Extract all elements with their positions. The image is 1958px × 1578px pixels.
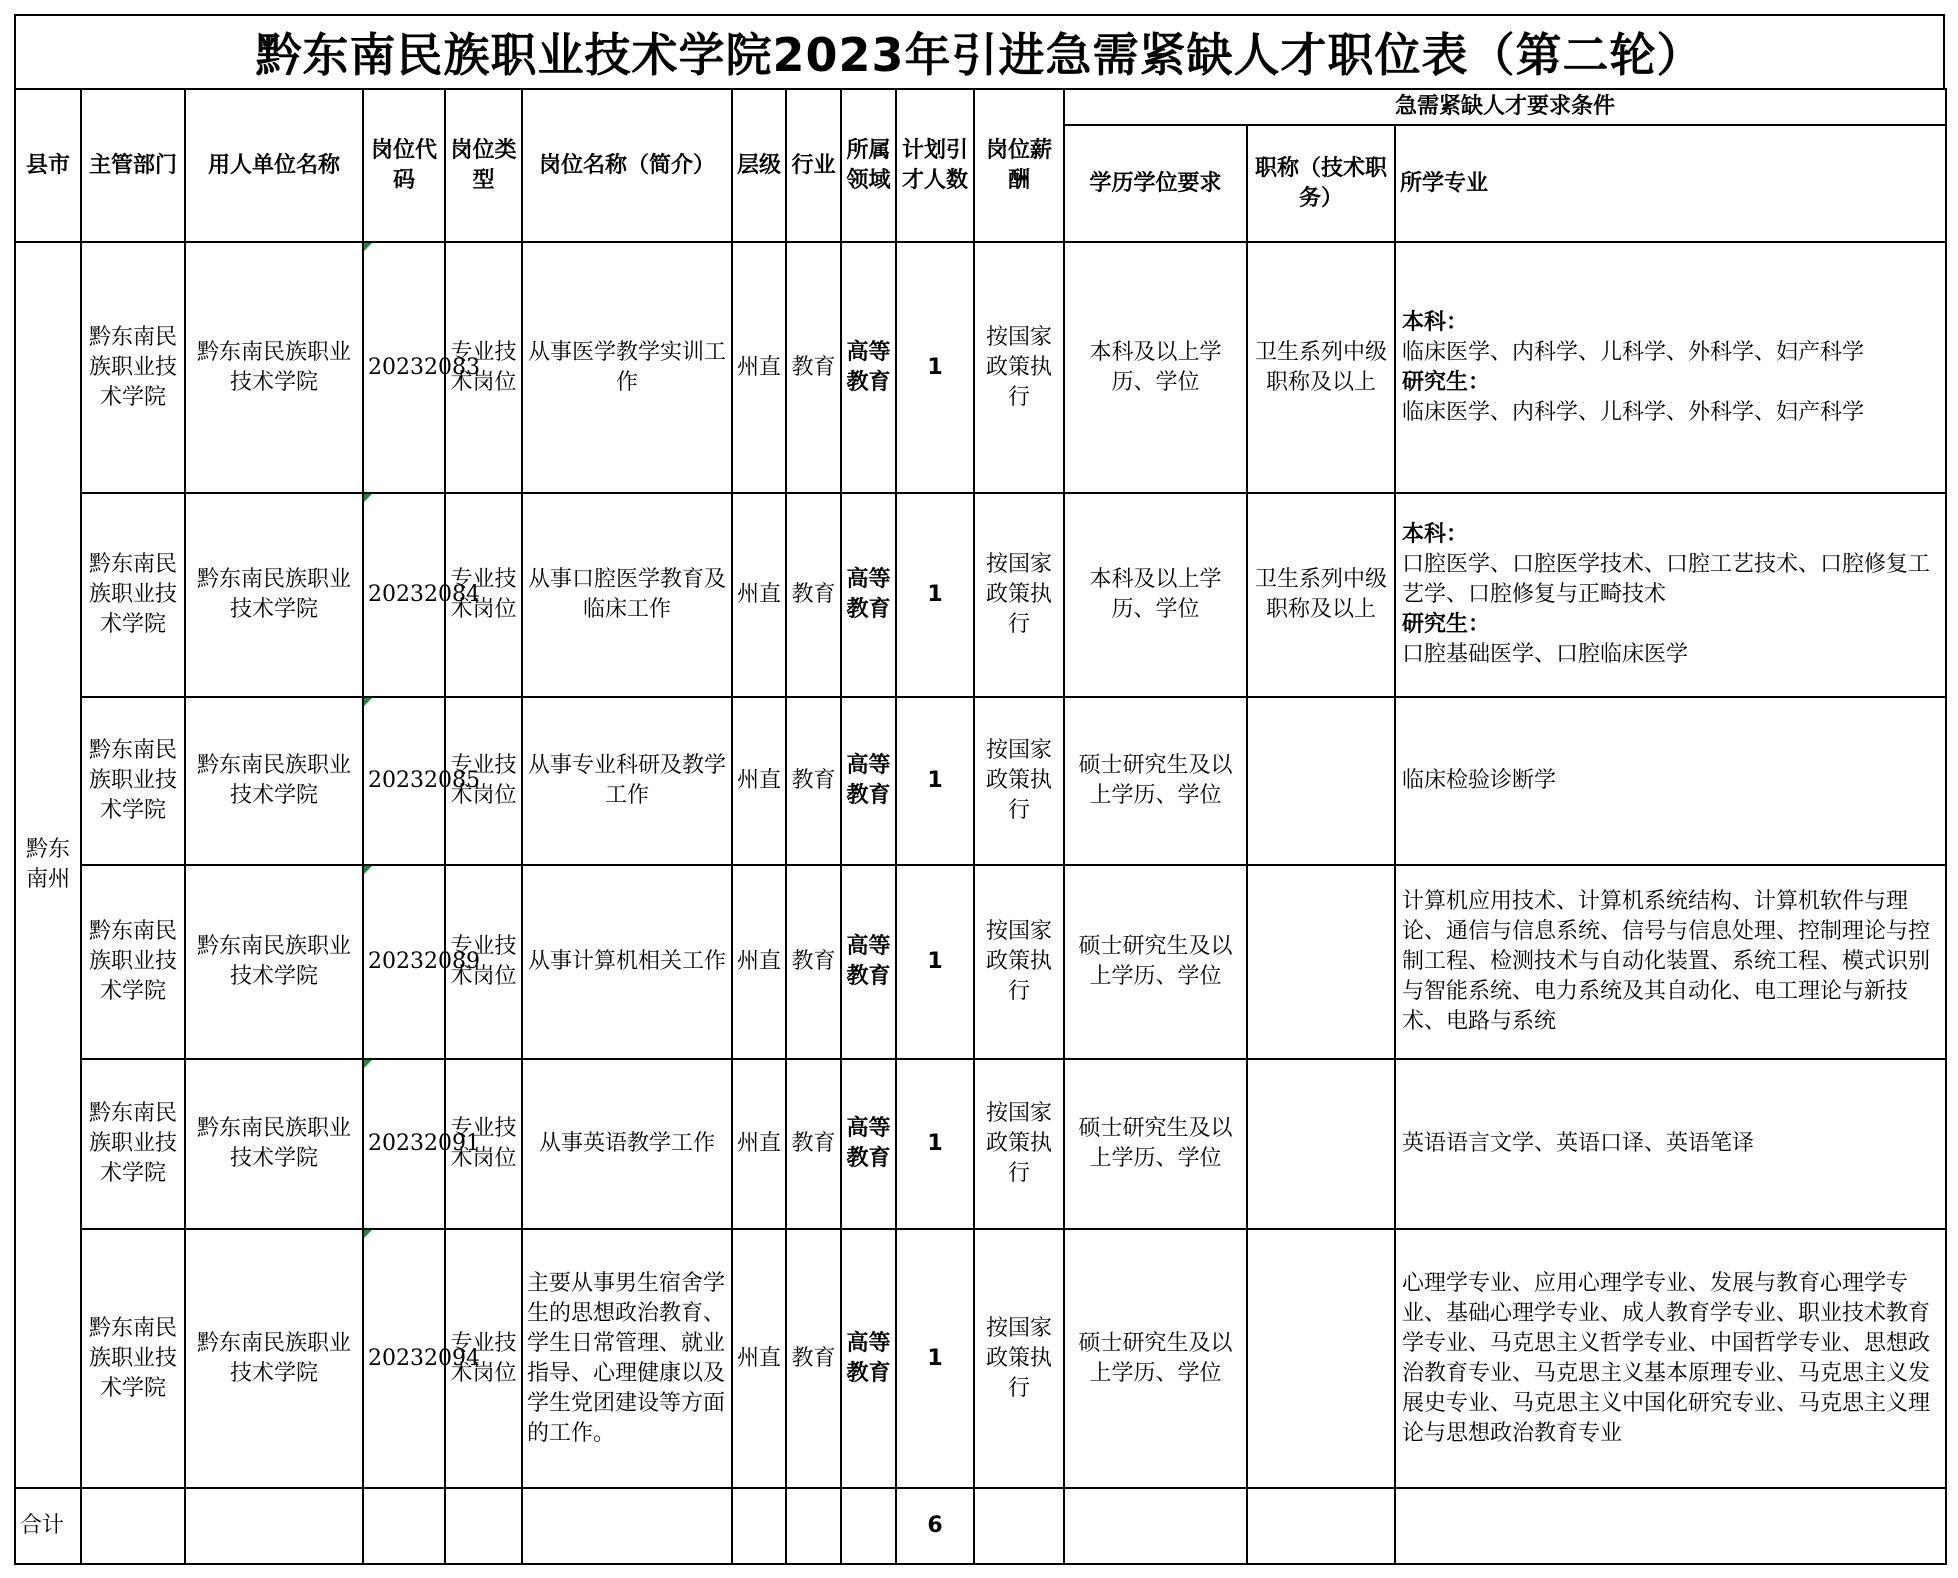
unit-cell: 黔东南民族职业技术学院 [185,865,363,1059]
position-cell: 从事医学教学实训工作 [522,242,732,493]
code-text: 20232084 [368,582,480,607]
table-row [15,242,1946,493]
salary-cell: 按国家政策执行 [974,1229,1064,1488]
count-cell: 1 [896,865,974,1059]
major-cell [1395,1059,1946,1229]
cell-marker-icon [364,1060,372,1068]
domain-cell: 高等教育 [841,1059,896,1229]
count-cell: 1 [896,1229,974,1488]
domain-cell: 高等教育 [841,242,896,493]
major-label: 研究生： [1402,612,1491,637]
dept-cell: 黔东南民族职业技术学院 [81,242,185,493]
edu-cell: 硕士研究生及以上学历、学位 [1064,1229,1247,1488]
title-banner [14,14,1945,88]
page-title: 黔东南民族职业技术学院2023年引进急需紧缺人才职位表（第二轮） [255,28,1704,82]
major-text: 口腔基础医学、口腔临床医学 [1402,642,1689,667]
total-label: 合计 [15,1488,81,1564]
cell-marker-icon [364,698,372,706]
header-code: 岗位代码 [363,89,445,242]
domain-cell: 高等教育 [841,1229,896,1488]
empty-cell [363,1488,445,1564]
title-req-cell [1247,1229,1395,1488]
dept-cell: 黔东南民族职业技术学院 [81,865,185,1059]
major-label: 本科： [1402,522,1469,547]
edu-cell: 硕士研究生及以上学历、学位 [1064,697,1247,865]
major-text: 临床医学、内科学、儿科学、外科学、妇产科学 [1402,399,1865,425]
edu-cell: 硕士研究生及以上学历、学位 [1064,865,1247,1059]
header-count: 计划引才人数 [896,89,974,242]
header-major: 所学专业 [1395,125,1946,242]
table-row [15,865,1946,1059]
position-cell: 从事口腔医学教育及临床工作 [522,493,732,697]
total-row [15,1488,1946,1564]
edu-cell: 本科及以上学历、学位 [1064,493,1247,697]
count-cell: 1 [896,242,974,493]
position-cell: 从事英语教学工作 [522,1059,732,1229]
level-cell: 州直 [732,697,786,865]
header-salary: 岗位薪酬 [974,89,1064,242]
empty-cell [81,1488,185,1564]
major-cell [1395,697,1946,865]
count-cell: 1 [896,697,974,865]
major-text: 计算机应用技术、计算机系统结构、计算机软件与理论、通信与信息系统、信号与信息处理、控制理论与控制工程、检测技术与自动化装置、系统工程、模式识别与智能系统、电力系统及其自动化、电工理论与新技术、电路与系统 [1402,889,1931,1034]
salary-cell: 按国家政策执行 [974,242,1064,493]
title-req-cell: 卫生系列中级职称及以上 [1247,242,1395,493]
unit-cell: 黔东南民族职业技术学院 [185,1059,363,1229]
unit-cell: 黔东南民族职业技术学院 [185,697,363,865]
header-domain: 所属领域 [841,89,896,242]
cell-marker-icon [364,1230,372,1238]
type-cell: 专业技术岗位 [445,1059,522,1229]
total-count: 6 [896,1488,974,1564]
major-cell [1395,865,1946,1059]
domain-cell: 高等教育 [841,493,896,697]
header-type: 岗位类型 [445,89,522,242]
major-text: 心理学专业、应用心理学专业、发展与教育心理学专业、基础心理学专业、成人教育学专业、职业技术教育学专业、马克思主义哲学专业、中国哲学专业、思想政治教育专业、马克思主义基本原理专业、马克思主义发展史专业、马克思主义中国化研究专业、马克思主义理论与思想政治教育专业 [1402,1270,1931,1446]
industry-cell: 教育 [786,697,841,865]
cell-marker-icon [364,243,372,251]
empty-cell [974,1488,1064,1564]
header-unit: 用人单位名称 [185,89,363,242]
code-cell [363,865,480,1059]
level-cell: 州直 [732,493,786,697]
level-cell: 州直 [732,1059,786,1229]
salary-cell: 按国家政策执行 [974,1059,1064,1229]
type-cell: 专业技术岗位 [445,697,522,865]
code-cell [363,242,480,493]
count-cell: 1 [896,1059,974,1229]
major-cell [1395,242,1946,493]
dept-cell: 黔东南民族职业技术学院 [81,1229,185,1488]
major-text: 口腔医学、口腔医学技术、口腔工艺技术、口腔修复工艺学、口腔修复与正畸技术 [1402,552,1931,607]
title-req-cell [1247,697,1395,865]
domain-cell: 高等教育 [841,697,896,865]
dept-cell: 黔东南民族职业技术学院 [81,493,185,697]
county-cell: 黔东南州 [15,242,81,1488]
code-cell [363,1059,480,1229]
major-cell [1395,493,1946,697]
table-row [15,1059,1946,1229]
position-cell: 从事计算机相关工作 [522,865,732,1059]
level-cell: 州直 [732,865,786,1059]
cell-marker-icon [364,866,372,874]
code-text: 20232083 [368,354,480,380]
unit-cell: 黔东南民族职业技术学院 [185,493,363,697]
empty-cell [1247,1488,1395,1564]
table-row [15,1229,1946,1488]
empty-cell [841,1488,896,1564]
header-dept: 主管部门 [81,89,185,242]
position-cell: 从事专业科研及教学工作 [522,697,732,865]
edu-cell: 硕士研究生及以上学历、学位 [1064,1059,1247,1229]
position-cell: 主要从事男生宿舍学生的思想政治教育、学生日常管理、就业指导、心理健康以及学生党团建设等方面的工作。 [522,1229,732,1488]
industry-cell: 教育 [786,493,841,697]
code-text: 20232091 [368,1131,480,1156]
empty-cell [445,1488,522,1564]
position-table [14,88,1947,1565]
type-cell: 专业技术岗位 [445,493,522,697]
code-text: 20232089 [368,949,480,974]
domain-cell: 高等教育 [841,865,896,1059]
empty-cell [1395,1488,1946,1564]
major-label: 本科： [1402,309,1469,335]
header-row-1 [15,89,1946,125]
empty-cell [522,1488,732,1564]
header-edu: 学历学位要求 [1064,125,1247,242]
major-text: 临床检验诊断学 [1402,768,1557,793]
empty-cell [1064,1488,1247,1564]
dept-cell: 黔东南民族职业技术学院 [81,1059,185,1229]
unit-cell: 黔东南民族职业技术学院 [185,1229,363,1488]
count-cell: 1 [896,493,974,697]
table-row [15,697,1946,865]
header-county: 县市 [15,89,81,242]
table-row [15,493,1946,697]
major-cell [1395,1229,1946,1488]
type-cell: 专业技术岗位 [445,1229,522,1488]
code-cell [363,493,480,697]
major-label: 研究生： [1402,369,1491,395]
major-text: 英语语言文学、英语口译、英语笔译 [1402,1131,1755,1156]
type-cell: 专业技术岗位 [445,242,522,493]
salary-cell: 按国家政策执行 [974,865,1064,1059]
type-cell: 专业技术岗位 [445,865,522,1059]
salary-cell: 按国家政策执行 [974,697,1064,865]
level-cell: 州直 [732,242,786,493]
industry-cell: 教育 [786,1059,841,1229]
industry-cell: 教育 [786,242,841,493]
code-cell [363,1229,480,1488]
empty-cell [786,1488,841,1564]
salary-cell: 按国家政策执行 [974,493,1064,697]
level-cell: 州直 [732,1229,786,1488]
industry-cell: 教育 [786,865,841,1059]
header-requirements: 急需紧缺人才要求条件 [1064,89,1946,125]
cell-marker-icon [364,494,372,502]
edu-cell: 本科及以上学历、学位 [1064,242,1247,493]
title-req-cell [1247,1059,1395,1229]
header-level: 层级 [732,89,786,242]
code-text: 20232094 [368,1345,480,1371]
title-req-cell [1247,865,1395,1059]
industry-cell: 教育 [786,1229,841,1488]
header-title-req: 职称（技术职务） [1247,125,1395,242]
code-text: 20232085 [368,768,480,793]
empty-cell [732,1488,786,1564]
major-text: 临床医学、内科学、儿科学、外科学、妇产科学 [1402,339,1865,365]
dept-cell: 黔东南民族职业技术学院 [81,697,185,865]
header-pos: 岗位名称（简介） [522,89,732,242]
empty-cell [185,1488,363,1564]
header-industry: 行业 [786,89,841,242]
code-cell [363,697,480,865]
title-req-cell: 卫生系列中级职称及以上 [1247,493,1395,697]
unit-cell: 黔东南民族职业技术学院 [185,242,363,493]
